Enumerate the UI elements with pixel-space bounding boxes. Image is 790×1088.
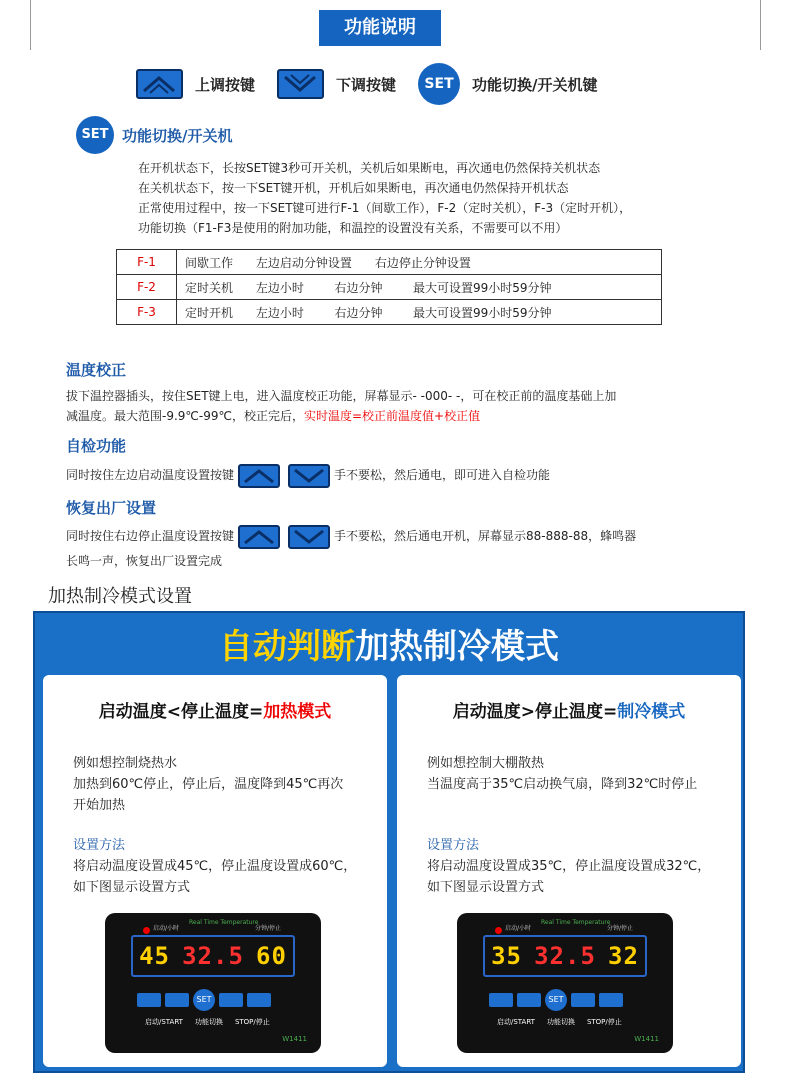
set-button-icon: SET bbox=[418, 63, 460, 105]
mode-heading: 加热制冷模式设置 bbox=[48, 586, 192, 607]
up-button-icon bbox=[571, 993, 595, 1007]
power-led-icon bbox=[143, 927, 150, 934]
cool-ex-line: 当温度高于35℃启动换气扇，降到32℃时停止 bbox=[427, 777, 698, 792]
down-button-icon bbox=[517, 993, 541, 1007]
up-button-icon bbox=[489, 993, 513, 1007]
device-labels bbox=[145, 1017, 270, 1027]
heat-ex-line: 例如想控制烧热水 bbox=[73, 756, 178, 771]
calib-heading: 温度校正 bbox=[66, 361, 127, 379]
device-labels bbox=[497, 1017, 622, 1027]
cell-text: 定时开机 bbox=[185, 305, 234, 320]
cool-example bbox=[427, 753, 697, 795]
up-button-icon bbox=[136, 69, 183, 99]
set-button-label: 功能切换/开关机键 bbox=[472, 75, 598, 94]
device-label: STOP/停止 bbox=[586, 1018, 622, 1026]
up-button-icon bbox=[137, 993, 161, 1007]
display-stop: 32 bbox=[608, 942, 639, 970]
set-line: 正常使用过程中，按一下SET键可进行F-1（间歇工作），F-2（定时关机），F-3（定时开机）， bbox=[138, 201, 632, 215]
button-legend bbox=[136, 66, 620, 102]
display-current: 32.5 bbox=[182, 942, 244, 970]
reset-pre: 同时按住右边停止温度设置按键 bbox=[66, 529, 235, 543]
device-label: 启动/START bbox=[145, 1018, 183, 1026]
table-cell: F-2 bbox=[117, 275, 177, 300]
table-cell bbox=[177, 250, 662, 275]
cell-text: 最大可设置99小时59分钟 bbox=[412, 305, 552, 320]
device-label: 启动/START bbox=[497, 1018, 535, 1026]
heat-device-image bbox=[105, 913, 321, 1053]
display-stop: 60 bbox=[256, 942, 287, 970]
cell-text: 最大可设置99小时59分钟 bbox=[412, 280, 552, 295]
heat-mode-card bbox=[43, 675, 387, 1067]
frame-line-right bbox=[760, 0, 761, 50]
table-cell bbox=[177, 300, 662, 325]
mode-banner bbox=[35, 619, 743, 668]
cell-text: 右边停止分钟设置 bbox=[374, 255, 471, 270]
table-row bbox=[117, 250, 662, 275]
cool-method-line: 将启动温度设置成35℃，停止温度设置成32℃， bbox=[427, 859, 711, 874]
heat-method bbox=[73, 835, 356, 898]
display-current: 32.5 bbox=[534, 942, 596, 970]
set-button-icon: SET bbox=[545, 989, 567, 1011]
cool-card-heading bbox=[397, 697, 741, 722]
cool-device-image bbox=[457, 913, 673, 1053]
calib-line bbox=[66, 406, 616, 426]
reset-heading: 恢复出厂设置 bbox=[66, 499, 157, 517]
down-button-icon bbox=[599, 993, 623, 1007]
device-screen bbox=[483, 935, 647, 977]
device-top-left: 启动/小时 bbox=[153, 925, 180, 932]
set-line: 功能切换（F1-F3是使用的附加功能，和温控的设置没有关系，不需要可以不用） bbox=[138, 221, 568, 235]
up-button-label: 上调按键 bbox=[195, 75, 256, 94]
table-cell: F-3 bbox=[117, 300, 177, 325]
cool-method-title: 设置方法 bbox=[427, 838, 480, 853]
down-button-label: 下调按键 bbox=[336, 75, 397, 94]
reset-line bbox=[66, 524, 636, 549]
f-function-table bbox=[116, 249, 662, 325]
device-buttons bbox=[489, 989, 623, 1011]
cell-text: 间歇工作 bbox=[185, 255, 234, 270]
table-cell bbox=[177, 275, 662, 300]
reset-line2: 长鸣一声，恢复出厂设置完成 bbox=[66, 553, 223, 568]
device-top-mid: Real Time Temperature bbox=[541, 919, 611, 926]
cool-method bbox=[427, 835, 710, 898]
set-icon: SET bbox=[76, 116, 114, 154]
reset-text bbox=[66, 524, 636, 573]
calib-formula: 实时温度=校正前温度值+校正值 bbox=[303, 409, 481, 423]
calib-line: 拔下温控器插头，按住SET键上电，进入温度校正功能，屏幕显示- -000- -，可在校正前的温度基础上加 bbox=[66, 389, 617, 403]
device-top-left: 启动/小时 bbox=[505, 925, 532, 932]
selftest-text bbox=[66, 462, 550, 488]
device-top-right: 分钟/停止 bbox=[607, 925, 634, 932]
device-top-right: 分钟/停止 bbox=[255, 925, 282, 932]
up-button-icon bbox=[238, 525, 280, 549]
selftest-pre: 同时按住左边启动温度设置按键 bbox=[66, 468, 235, 482]
device-label: 功能切换 bbox=[194, 1018, 223, 1026]
cool-head-mode: 制冷模式 bbox=[617, 702, 686, 722]
set-section-heading: 功能切换/开关机 bbox=[122, 126, 233, 145]
frame-line-left bbox=[30, 0, 31, 50]
down-button-icon bbox=[288, 525, 330, 549]
device-model: W1411 bbox=[282, 1035, 307, 1043]
heat-card-heading bbox=[43, 697, 387, 722]
mode-panel bbox=[33, 611, 745, 1073]
cell-text: 左边小时 bbox=[255, 280, 304, 295]
cool-method-line: 如下图显示设置方式 bbox=[427, 880, 545, 895]
banner-yellow: 自动判断 bbox=[219, 627, 355, 667]
down-button-icon bbox=[288, 464, 330, 488]
set-section-text bbox=[138, 158, 631, 238]
selftest-post: 手不要松，然后通电，即可进入自检功能 bbox=[334, 468, 551, 482]
cool-mode-card bbox=[397, 675, 741, 1067]
cell-text: 右边分钟 bbox=[334, 280, 383, 295]
down-button-icon bbox=[277, 69, 324, 99]
cell-text: 左边小时 bbox=[255, 305, 304, 320]
down-button-icon bbox=[165, 993, 189, 1007]
set-button-icon: SET bbox=[193, 989, 215, 1011]
table-row bbox=[117, 300, 662, 325]
calib-text-normal: 减温度。最大范围-9.9℃-99℃，校正完后， bbox=[66, 409, 304, 423]
up-button-icon bbox=[219, 993, 243, 1007]
reset-post: 手不要松，然后通电开机，屏幕显示88-888-88，蜂鸣器 bbox=[334, 529, 637, 543]
power-led-icon bbox=[495, 927, 502, 934]
set-line: 在开机状态下，长按SET键3秒可开关机，关机后如果断电，再次通电仍然保持关机状态 bbox=[138, 161, 601, 175]
heat-method-title: 设置方法 bbox=[73, 838, 126, 853]
device-screen bbox=[131, 935, 295, 977]
down-button-icon bbox=[247, 993, 271, 1007]
cool-ex-line: 例如想控制大棚散热 bbox=[427, 756, 545, 771]
set-line: 在关机状态下，按一下SET键开机，开机后如果断电，再次通电仍然保持开机状态 bbox=[138, 181, 569, 195]
table-cell: F-1 bbox=[117, 250, 177, 275]
banner-white: 加热制冷模式 bbox=[355, 627, 559, 667]
heat-ex-line: 加热到60℃停止，停止后，温度降到45℃再次 bbox=[73, 777, 344, 792]
heat-head-pre: 启动温度<停止温度= bbox=[98, 702, 264, 722]
device-top-mid: Real Time Temperature bbox=[189, 919, 259, 926]
cell-text: 定时关机 bbox=[185, 280, 234, 295]
heat-example bbox=[73, 753, 343, 816]
cell-text: 左边启动分钟设置 bbox=[255, 255, 352, 270]
up-button-icon bbox=[238, 464, 280, 488]
page-title: 功能说明 bbox=[319, 10, 441, 46]
heat-method-line: 如下图显示设置方式 bbox=[73, 880, 191, 895]
heat-head-mode: 加热模式 bbox=[263, 702, 332, 722]
heat-method-line: 将启动温度设置成45℃，停止温度设置成60℃， bbox=[73, 859, 357, 874]
device-label: 功能切换 bbox=[546, 1018, 575, 1026]
cool-head-pre: 启动温度>停止温度= bbox=[452, 702, 618, 722]
display-start: 35 bbox=[491, 942, 522, 970]
cell-text: 右边分钟 bbox=[334, 305, 383, 320]
device-label: STOP/停止 bbox=[234, 1018, 270, 1026]
device-model: W1411 bbox=[634, 1035, 659, 1043]
display-start: 45 bbox=[139, 942, 170, 970]
heat-ex-line: 开始加热 bbox=[73, 798, 126, 813]
calib-text bbox=[66, 386, 616, 426]
set-section-header bbox=[76, 116, 232, 154]
table-row bbox=[117, 275, 662, 300]
device-buttons bbox=[137, 989, 271, 1011]
selftest-heading: 自检功能 bbox=[66, 437, 127, 455]
